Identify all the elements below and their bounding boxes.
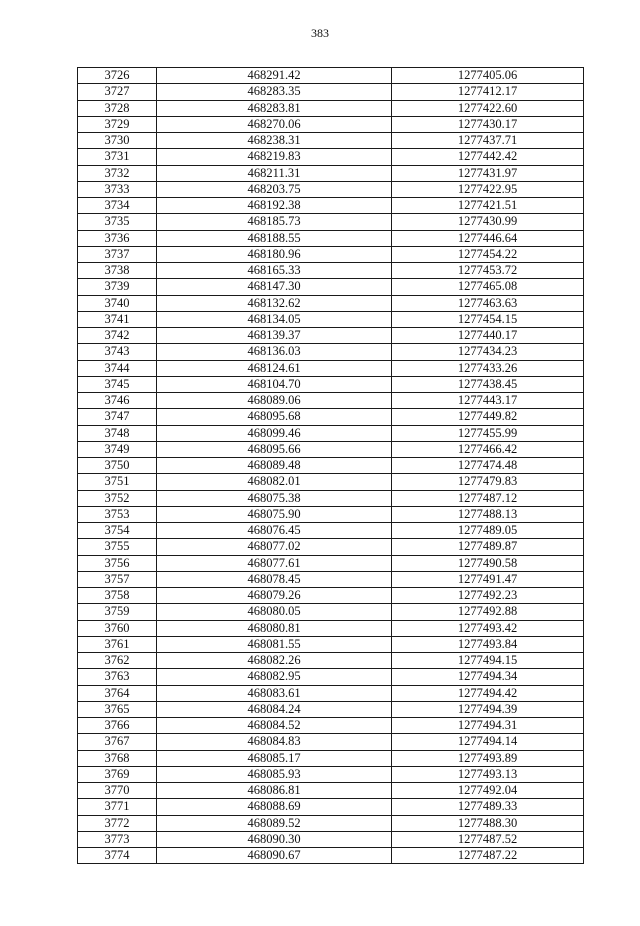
table-row (78, 328, 584, 344)
point-number-cell: 3746 (78, 393, 157, 409)
table-row (78, 620, 584, 636)
table-row (78, 571, 584, 587)
x-coordinate-cell: 468270.06 (157, 116, 392, 132)
x-coordinate-cell: 468180.96 (157, 246, 392, 262)
point-number-cell: 3759 (78, 604, 157, 620)
y-coordinate-cell: 1277442.42 (392, 149, 584, 165)
y-coordinate-cell: 1277494.42 (392, 685, 584, 701)
x-coordinate-cell: 468079.26 (157, 588, 392, 604)
point-number-cell: 3754 (78, 523, 157, 539)
y-coordinate-cell: 1277449.82 (392, 409, 584, 425)
table-row (78, 848, 584, 864)
y-coordinate-cell: 1277455.99 (392, 425, 584, 441)
table-row (78, 831, 584, 847)
point-number-cell: 3771 (78, 799, 157, 815)
x-coordinate-cell: 468085.93 (157, 766, 392, 782)
table-row (78, 149, 584, 165)
point-number-cell: 3760 (78, 620, 157, 636)
point-number-cell: 3747 (78, 409, 157, 425)
y-coordinate-cell: 1277493.42 (392, 620, 584, 636)
point-number-cell: 3757 (78, 571, 157, 587)
point-number-cell: 3743 (78, 344, 157, 360)
table-row (78, 84, 584, 100)
point-number-cell: 3742 (78, 328, 157, 344)
point-number-cell: 3729 (78, 116, 157, 132)
table-row (78, 100, 584, 116)
x-coordinate-cell: 468099.46 (157, 425, 392, 441)
table-row (78, 490, 584, 506)
y-coordinate-cell: 1277493.13 (392, 766, 584, 782)
table-row (78, 653, 584, 669)
x-coordinate-cell: 468192.38 (157, 198, 392, 214)
x-coordinate-cell: 468124.61 (157, 360, 392, 376)
point-number-cell: 3752 (78, 490, 157, 506)
table-row (78, 506, 584, 522)
table-row (78, 360, 584, 376)
point-number-cell: 3748 (78, 425, 157, 441)
y-coordinate-cell: 1277494.14 (392, 734, 584, 750)
y-coordinate-cell: 1277463.63 (392, 295, 584, 311)
point-number-cell: 3761 (78, 636, 157, 652)
y-coordinate-cell: 1277489.05 (392, 523, 584, 539)
table-row (78, 230, 584, 246)
point-number-cell: 3734 (78, 198, 157, 214)
x-coordinate-cell: 468078.45 (157, 571, 392, 587)
point-number-cell: 3733 (78, 181, 157, 197)
point-number-cell: 3755 (78, 539, 157, 555)
x-coordinate-cell: 468211.31 (157, 165, 392, 181)
x-coordinate-cell: 468095.66 (157, 441, 392, 457)
x-coordinate-cell: 468132.62 (157, 295, 392, 311)
y-coordinate-cell: 1277438.45 (392, 376, 584, 392)
point-number-cell: 3764 (78, 685, 157, 701)
point-number-cell: 3751 (78, 474, 157, 490)
y-coordinate-cell: 1277474.48 (392, 458, 584, 474)
x-coordinate-cell: 468082.01 (157, 474, 392, 490)
x-coordinate-cell: 468090.67 (157, 848, 392, 864)
y-coordinate-cell: 1277479.83 (392, 474, 584, 490)
y-coordinate-cell: 1277454.15 (392, 311, 584, 327)
y-coordinate-cell: 1277434.23 (392, 344, 584, 360)
table-row (78, 295, 584, 311)
x-coordinate-cell: 468082.26 (157, 653, 392, 669)
table-row (78, 344, 584, 360)
table-row (78, 214, 584, 230)
x-coordinate-cell: 468085.17 (157, 750, 392, 766)
y-coordinate-cell: 1277494.15 (392, 653, 584, 669)
y-coordinate-cell: 1277443.17 (392, 393, 584, 409)
table-row (78, 133, 584, 149)
point-number-cell: 3768 (78, 750, 157, 766)
table-row (78, 701, 584, 717)
x-coordinate-cell: 468203.75 (157, 181, 392, 197)
x-coordinate-cell: 468165.33 (157, 263, 392, 279)
table-row (78, 669, 584, 685)
table-row (78, 279, 584, 295)
y-coordinate-cell: 1277437.71 (392, 133, 584, 149)
y-coordinate-cell: 1277405.06 (392, 68, 584, 84)
y-coordinate-cell: 1277440.17 (392, 328, 584, 344)
y-coordinate-cell: 1277431.97 (392, 165, 584, 181)
y-coordinate-cell: 1277493.89 (392, 750, 584, 766)
x-coordinate-cell: 468075.90 (157, 506, 392, 522)
y-coordinate-cell: 1277454.22 (392, 246, 584, 262)
x-coordinate-cell: 468095.68 (157, 409, 392, 425)
y-coordinate-cell: 1277422.95 (392, 181, 584, 197)
x-coordinate-cell: 468075.38 (157, 490, 392, 506)
x-coordinate-cell: 468238.31 (157, 133, 392, 149)
y-coordinate-cell: 1277412.17 (392, 84, 584, 100)
point-number-cell: 3772 (78, 815, 157, 831)
x-coordinate-cell: 468080.81 (157, 620, 392, 636)
point-number-cell: 3765 (78, 701, 157, 717)
x-coordinate-cell: 468088.69 (157, 799, 392, 815)
x-coordinate-cell: 468077.02 (157, 539, 392, 555)
table-row (78, 441, 584, 457)
table-row (78, 799, 584, 815)
x-coordinate-cell: 468291.42 (157, 68, 392, 84)
table-row (78, 523, 584, 539)
page-number: 383 (311, 26, 329, 40)
y-coordinate-cell: 1277422.60 (392, 100, 584, 116)
point-number-cell: 3727 (78, 84, 157, 100)
y-coordinate-cell: 1277491.47 (392, 571, 584, 587)
point-number-cell: 3767 (78, 734, 157, 750)
table-row (78, 604, 584, 620)
table-row (78, 165, 584, 181)
point-number-cell: 3730 (78, 133, 157, 149)
table-row (78, 815, 584, 831)
y-coordinate-cell: 1277421.51 (392, 198, 584, 214)
table-row (78, 198, 584, 214)
table-row (78, 409, 584, 425)
table-row (78, 734, 584, 750)
point-number-cell: 3728 (78, 100, 157, 116)
x-coordinate-cell: 468086.81 (157, 783, 392, 799)
point-number-cell: 3726 (78, 68, 157, 84)
table-row (78, 311, 584, 327)
point-number-cell: 3732 (78, 165, 157, 181)
point-number-cell: 3769 (78, 766, 157, 782)
x-coordinate-cell: 468077.61 (157, 555, 392, 571)
x-coordinate-cell: 468083.61 (157, 685, 392, 701)
point-number-cell: 3735 (78, 214, 157, 230)
x-coordinate-cell: 468082.95 (157, 669, 392, 685)
table-row (78, 766, 584, 782)
table-row (78, 181, 584, 197)
x-coordinate-cell: 468084.52 (157, 718, 392, 734)
point-number-cell: 3739 (78, 279, 157, 295)
point-number-cell: 3758 (78, 588, 157, 604)
x-coordinate-cell: 468104.70 (157, 376, 392, 392)
table-row (78, 458, 584, 474)
x-coordinate-cell: 468084.83 (157, 734, 392, 750)
x-coordinate-cell: 468188.55 (157, 230, 392, 246)
coordinates-table (77, 67, 584, 864)
point-number-cell: 3770 (78, 783, 157, 799)
y-coordinate-cell: 1277446.64 (392, 230, 584, 246)
table-row (78, 636, 584, 652)
y-coordinate-cell: 1277430.17 (392, 116, 584, 132)
point-number-cell: 3738 (78, 263, 157, 279)
point-number-cell: 3756 (78, 555, 157, 571)
point-number-cell: 3731 (78, 149, 157, 165)
point-number-cell: 3762 (78, 653, 157, 669)
x-coordinate-cell: 468090.30 (157, 831, 392, 847)
y-coordinate-cell: 1277487.12 (392, 490, 584, 506)
point-number-cell: 3749 (78, 441, 157, 457)
table-row (78, 685, 584, 701)
x-coordinate-cell: 468076.45 (157, 523, 392, 539)
y-coordinate-cell: 1277453.72 (392, 263, 584, 279)
x-coordinate-cell: 468089.52 (157, 815, 392, 831)
table-row (78, 246, 584, 262)
y-coordinate-cell: 1277494.31 (392, 718, 584, 734)
y-coordinate-cell: 1277487.52 (392, 831, 584, 847)
point-number-cell: 3763 (78, 669, 157, 685)
point-number-cell: 3766 (78, 718, 157, 734)
y-coordinate-cell: 1277492.23 (392, 588, 584, 604)
y-coordinate-cell: 1277493.84 (392, 636, 584, 652)
y-coordinate-cell: 1277490.58 (392, 555, 584, 571)
table-row (78, 68, 584, 84)
y-coordinate-cell: 1277466.42 (392, 441, 584, 457)
y-coordinate-cell: 1277488.30 (392, 815, 584, 831)
table-row (78, 116, 584, 132)
y-coordinate-cell: 1277465.08 (392, 279, 584, 295)
table-row (78, 474, 584, 490)
table-row (78, 555, 584, 571)
coordinates-table-body (78, 68, 584, 864)
x-coordinate-cell: 468185.73 (157, 214, 392, 230)
x-coordinate-cell: 468080.05 (157, 604, 392, 620)
x-coordinate-cell: 468084.24 (157, 701, 392, 717)
point-number-cell: 3753 (78, 506, 157, 522)
table-row (78, 588, 584, 604)
x-coordinate-cell: 468283.35 (157, 84, 392, 100)
point-number-cell: 3736 (78, 230, 157, 246)
table-row (78, 718, 584, 734)
x-coordinate-cell: 468089.48 (157, 458, 392, 474)
y-coordinate-cell: 1277487.22 (392, 848, 584, 864)
x-coordinate-cell: 468283.81 (157, 100, 392, 116)
x-coordinate-cell: 468134.05 (157, 311, 392, 327)
y-coordinate-cell: 1277489.87 (392, 539, 584, 555)
table-row (78, 425, 584, 441)
x-coordinate-cell: 468139.37 (157, 328, 392, 344)
table-row (78, 539, 584, 555)
point-number-cell: 3744 (78, 360, 157, 376)
point-number-cell: 3740 (78, 295, 157, 311)
y-coordinate-cell: 1277492.88 (392, 604, 584, 620)
x-coordinate-cell: 468147.30 (157, 279, 392, 295)
table-row (78, 376, 584, 392)
point-number-cell: 3750 (78, 458, 157, 474)
point-number-cell: 3774 (78, 848, 157, 864)
x-coordinate-cell: 468136.03 (157, 344, 392, 360)
y-coordinate-cell: 1277492.04 (392, 783, 584, 799)
point-number-cell: 3773 (78, 831, 157, 847)
table-row (78, 783, 584, 799)
point-number-cell: 3737 (78, 246, 157, 262)
table-row (78, 393, 584, 409)
table-row (78, 263, 584, 279)
x-coordinate-cell: 468089.06 (157, 393, 392, 409)
point-number-cell: 3745 (78, 376, 157, 392)
x-coordinate-cell: 468081.55 (157, 636, 392, 652)
x-coordinate-cell: 468219.83 (157, 149, 392, 165)
y-coordinate-cell: 1277488.13 (392, 506, 584, 522)
y-coordinate-cell: 1277430.99 (392, 214, 584, 230)
y-coordinate-cell: 1277494.34 (392, 669, 584, 685)
y-coordinate-cell: 1277489.33 (392, 799, 584, 815)
y-coordinate-cell: 1277433.26 (392, 360, 584, 376)
table-row (78, 750, 584, 766)
point-number-cell: 3741 (78, 311, 157, 327)
y-coordinate-cell: 1277494.39 (392, 701, 584, 717)
